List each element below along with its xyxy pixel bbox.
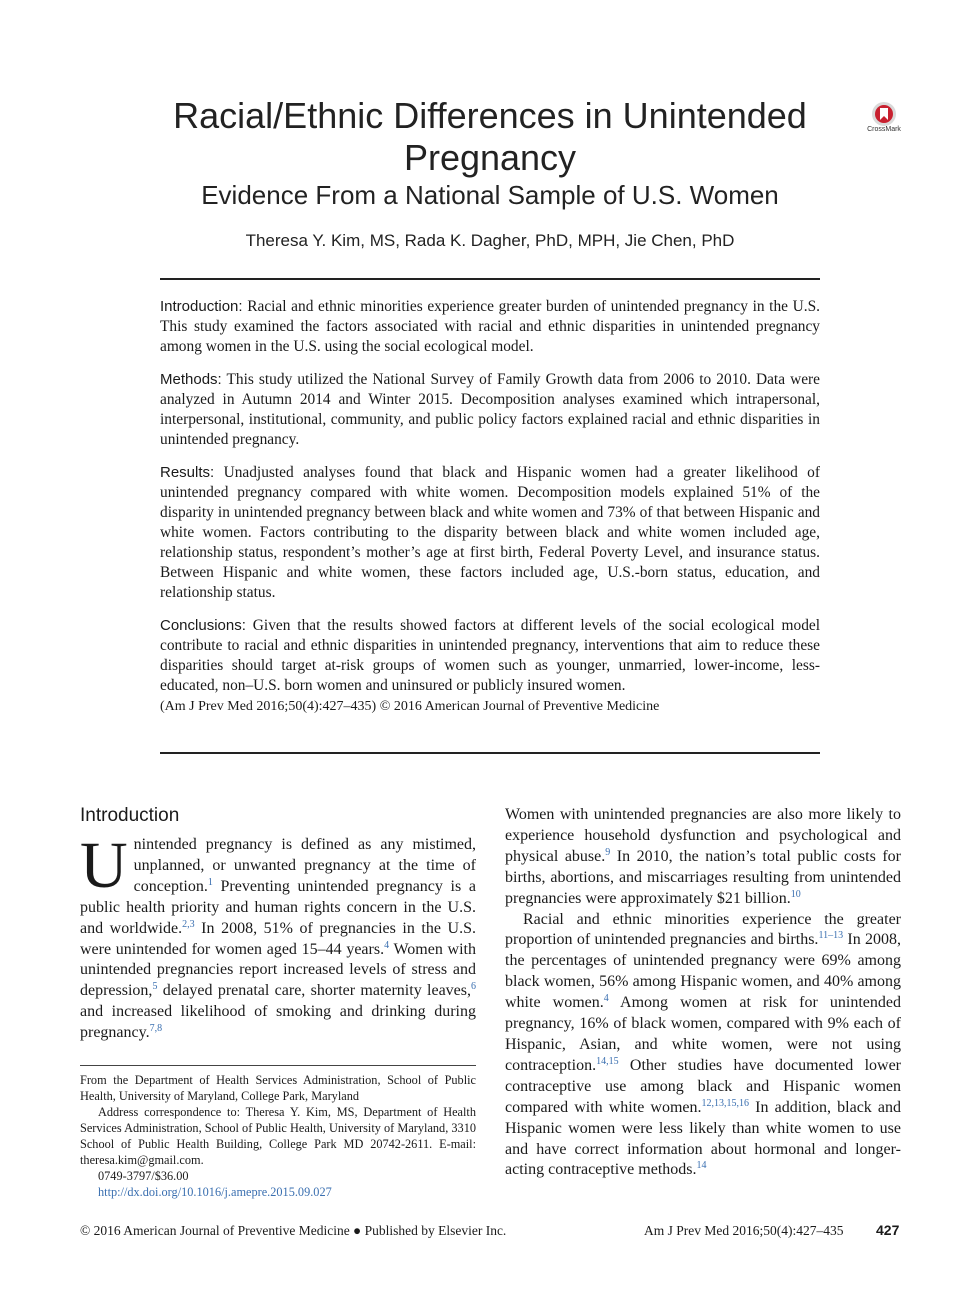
body-paragraph — [505, 910, 901, 1182]
body-text: Women with unintended pregnancies are also more likely to experience household dysfunction and psychological and physical abuse. — [505, 806, 901, 865]
abstract-label: Results: — [160, 464, 215, 481]
abstract-label: Methods: — [160, 371, 222, 388]
affiliation-note: From the Department of Health Services Administration, School of Public Health, University of Maryland, College Park, Maryland — [80, 1073, 476, 1103]
body-text: Women with unintended pregnancies report increased levels of stress and depression, — [80, 940, 476, 1000]
body-text: In 2010, the nation’s total public costs for births, abortions, and miscarriages resulting from unintended pregnancies were approximately $21 billion. — [505, 847, 902, 907]
author-list: Theresa Y. Kim, MS, Rada K. Dagher, PhD, MPH, Jie Chen, PhD — [245, 231, 735, 250]
body-text: Other studies have documented lower contraceptive use among black and Hispanic women compared with white women. — [505, 1056, 901, 1116]
abstract-bottom-rule — [160, 752, 820, 754]
body-text: In 2008, the percentages of unintended pregnancy were 69% among black women, 56% among Hispanic women, and 40% among white women. — [505, 931, 902, 1012]
left-column — [80, 805, 476, 1044]
article-subtitle: Evidence From a National Sample of U.S. Women — [201, 180, 779, 210]
abstract-text: Unadjusted analyses found that black and Hispanic women had a greater likelihood of unintended pregnancy compared with white women. Decomposition models explained 51% of the disparity in unintended pregnancy between black and white women and 73% of that between Hispanic and white women. Factors contributing to the disparity between black and white women included age, relationship status, respondent’s mother’s age at first birth, Federal Poverty Level, and insurance status. Between Hispanic and white women, these factors included age, U.S.-born status, education, and relationship status. — [160, 464, 820, 601]
correspondence-note: Address correspondence to: Theresa Y. Kim, MS, Department of Health Services Administration, School of Public Health, University of Maryland, 3310 School of Public Health Building, College Park MD 20742-2611. E-mail: theresa.kim@gmail.com. — [80, 1105, 476, 1167]
reference-link[interactable]: 5 — [152, 981, 158, 993]
body-text: delayed prenatal care, shorter maternity leaves, — [157, 982, 471, 1000]
body-text: nintended pregnancy is defined as any mistimed, unplanned, or unwanted pregnancy at the time of conception. — [133, 836, 476, 895]
abstract-top-rule — [160, 278, 820, 280]
intro-paragraph — [80, 829, 477, 1044]
crossmark-label: CrossMark — [867, 126, 901, 133]
abstract-conclusions — [160, 616, 820, 696]
abstract — [160, 297, 820, 730]
body-text: Racial and ethnic minorities experience the greater proportion of unintended pregnancies and births. — [505, 910, 901, 949]
footnotes — [80, 1072, 476, 1200]
reference-link[interactable]: 2,3 — [182, 918, 195, 930]
abstract-results — [160, 463, 820, 603]
page-number: 427 — [876, 1222, 900, 1238]
abstract-introduction — [160, 297, 820, 357]
abstract-citation: (Am J Prev Med 2016;50(4):427–435) © 2016 American Journal of Preventive Medicine — [160, 699, 660, 714]
article-title: Racial/Ethnic Differences in Unintended Pregnancy — [173, 95, 807, 178]
reference-link[interactable]: 1 — [207, 876, 213, 888]
body-text: In addition, black and Hispanic women were less likely than white women to use and have correct information about hormonal and longer-acting contraceptive methods. — [505, 1098, 902, 1179]
abstract-text: Racial and ethnic minorities experience greater burden of unintended pregnancy in the U.S. This study examined the factors associated with racial and ethnic disparities in unintended pregnancy among women in the U.S. using the social ecological model. — [160, 298, 820, 355]
reference-link[interactable]: 10 — [790, 888, 801, 900]
issn-note: 0749-3797/$36.00 — [98, 1169, 189, 1183]
body-text: In 2008, 51% of pregnancies in the U.S. were unintended for women aged 15–44 years. — [80, 919, 477, 958]
drop-cap: U — [80, 829, 128, 902]
abstract-label: Introduction: — [160, 298, 243, 315]
section-heading: Introduction — [80, 805, 180, 826]
reference-link[interactable]: 6 — [471, 981, 476, 993]
body-text: and increased likelihood of smoking and drinking during pregnancy. — [80, 1003, 476, 1042]
reference-link[interactable]: 12,13,15,16 — [701, 1097, 750, 1109]
abstract-text: This study utilized the National Survey of Family Growth data from 2006 to 2010. Data were analyzed in Autumn 2014 and Winter 2015. Decomposition analyses examined which intrapersonal, interpersonal, institutional, community, and public policy factors explained racial and ethnic disparities in unintended pregnancy. — [160, 371, 821, 448]
footer-citation: Am J Prev Med 2016;50(4):427–435 — [644, 1223, 844, 1238]
footnote-rule — [80, 1065, 476, 1066]
body-text: Among women at risk for unintended pregnancy, 16% of black women, compared with 9% each of Hispanic, Asian, and white women, were not using contraception. — [505, 994, 902, 1074]
reference-link[interactable]: 9 — [605, 846, 611, 858]
reference-link[interactable]: 7,8 — [149, 1023, 163, 1035]
right-column — [505, 805, 901, 1181]
footer-publisher: © 2016 American Journal of Preventive Medicine ● Published by Elsevier Inc. — [80, 1223, 507, 1238]
abstract-label: Conclusions: — [160, 617, 246, 634]
reference-link[interactable]: 14,15 — [596, 1055, 619, 1067]
reference-link[interactable]: 4 — [384, 939, 390, 951]
reference-link[interactable]: 14 — [696, 1160, 707, 1172]
body-paragraph — [505, 805, 901, 910]
reference-link[interactable]: 11–13 — [818, 930, 844, 942]
reference-link[interactable]: 4 — [603, 993, 609, 1005]
abstract-methods — [160, 370, 820, 450]
body-text: Preventing unintended pregnancy is a public health priority and human rights concern in the U.S. and worldwide. — [80, 877, 476, 937]
abstract-text: Given that the results showed factors at different levels of the social ecological model contribute to racial and ethnic disparities in unintended pregnancy, interventions that aim to reduce these disparities should target at-risk groups of women such as younger, unmarried, lower-income, less-educated, non–U.S. born women and uninsured or publicly insured women. — [160, 617, 820, 694]
doi-link[interactable]: http://dx.doi.org/10.1016/j.amepre.2015.09.027 — [98, 1185, 332, 1199]
